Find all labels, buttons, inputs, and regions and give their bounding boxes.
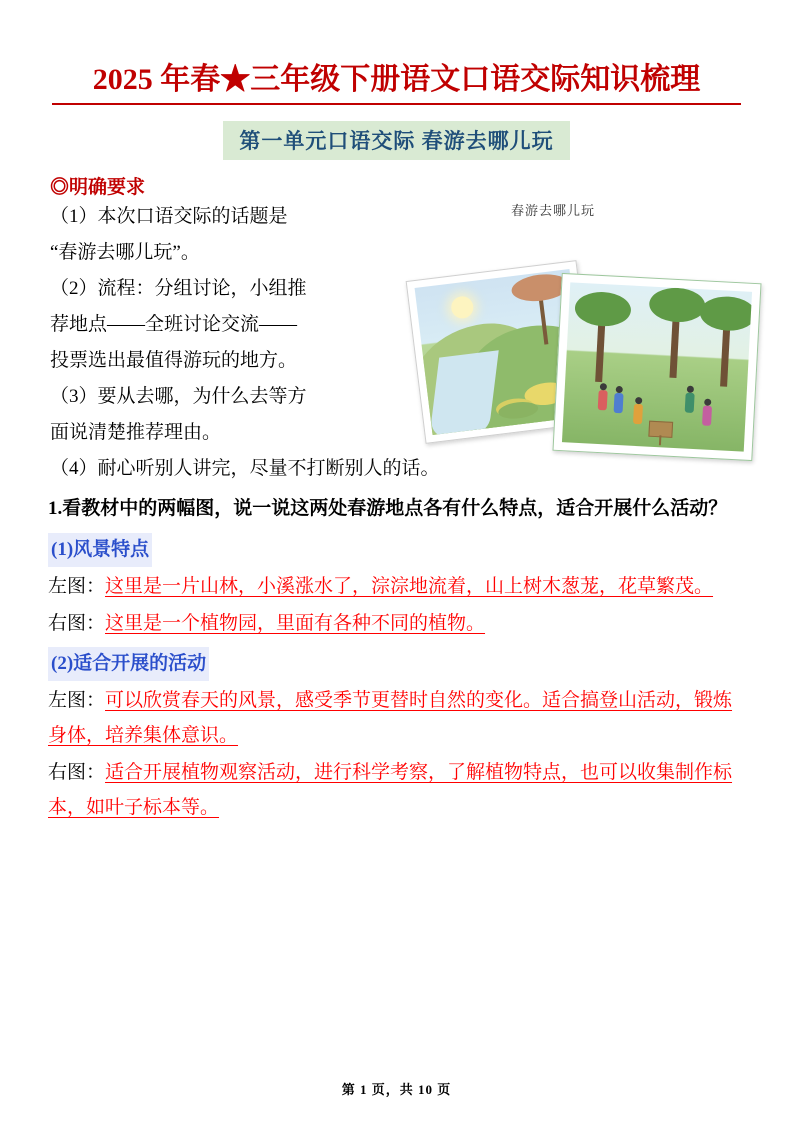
- illustration-caption: 春游去哪儿玩: [511, 203, 596, 218]
- answer-text: 可以欣赏春天的风景，感受季节更替时自然的变化。适合搞登山活动，锻炼身体，培养集体意识。: [48, 690, 733, 746]
- sub-section-scenery: [48, 527, 745, 641]
- answer-text: 这里是一个植物园，里面有各种不同的植物。: [105, 613, 486, 634]
- child-figure-icon: [685, 393, 695, 413]
- answer-row: [48, 606, 745, 641]
- answer-row: [48, 683, 745, 753]
- answer-label: 左图：: [48, 576, 106, 597]
- section-banner-wrap: [48, 121, 745, 160]
- sign-board-icon: [648, 421, 673, 438]
- sub-section-activities: [48, 641, 745, 825]
- illustration-group: [399, 196, 759, 486]
- requirement-line: 荐地点——全班讨论交流——: [50, 314, 298, 335]
- garden-scene-icon: [562, 282, 752, 451]
- sub-section-heading: (1)风景特点: [48, 533, 152, 567]
- section-banner: 第一单元口语交际 春游去哪儿玩: [223, 121, 569, 160]
- answer-label: 右图：: [48, 762, 106, 783]
- requirement-line: 投票选出最值得游玩的地方。: [50, 350, 298, 371]
- requirement-line: （1）本次口语交际的话题是: [50, 206, 288, 227]
- answer-label: 右图：: [48, 613, 106, 634]
- stream-shape: [429, 350, 499, 435]
- requirement-line: （3）要从去哪，为什么去等方: [50, 386, 307, 407]
- requirement-line: 面说清楚推荐理由。: [50, 422, 222, 443]
- answer-text: 这里是一片山林，小溪涨水了，淙淙地流着，山上树木葱茏，花草繁茂。: [105, 576, 714, 597]
- page-title: 2025 年春★三年级下册语文口语交际知识梳理: [52, 54, 741, 105]
- requirements-column: [48, 199, 443, 451]
- child-figure-icon: [702, 405, 712, 425]
- requirement-line: “春游去哪儿玩”。: [50, 242, 200, 263]
- child-figure-icon: [614, 393, 624, 413]
- page-footer: 第 1 页，共 10 页: [341, 1082, 452, 1097]
- tree-icon: [720, 316, 731, 386]
- tree-icon: [595, 312, 606, 382]
- answer-row: [48, 569, 745, 604]
- answer-text: 适合开展植物观察活动，进行科学考察，了解植物特点，也可以收集制作标本，如叶子标本等。: [48, 762, 733, 818]
- answer-row: [48, 755, 745, 825]
- sun-icon: [450, 295, 475, 320]
- requirements-heading: ◎明确要求: [50, 177, 146, 198]
- requirement-line: （4）耐心听别人讲完，尽量不打断别人的话。: [50, 458, 440, 479]
- child-figure-icon: [598, 390, 608, 410]
- child-figure-icon: [633, 404, 643, 424]
- requirement-line: （2）流程：分组讨论，小组推: [50, 278, 307, 299]
- sub-section-heading: (2)适合开展的活动: [48, 647, 209, 681]
- answer-label: 左图：: [48, 690, 106, 711]
- question-text: 1.看教材中的两幅图，说一说这两处春游地点各有什么特点，适合开展什么活动？: [48, 498, 728, 519]
- photo-right-garden: [552, 273, 761, 461]
- tree-icon: [669, 308, 680, 378]
